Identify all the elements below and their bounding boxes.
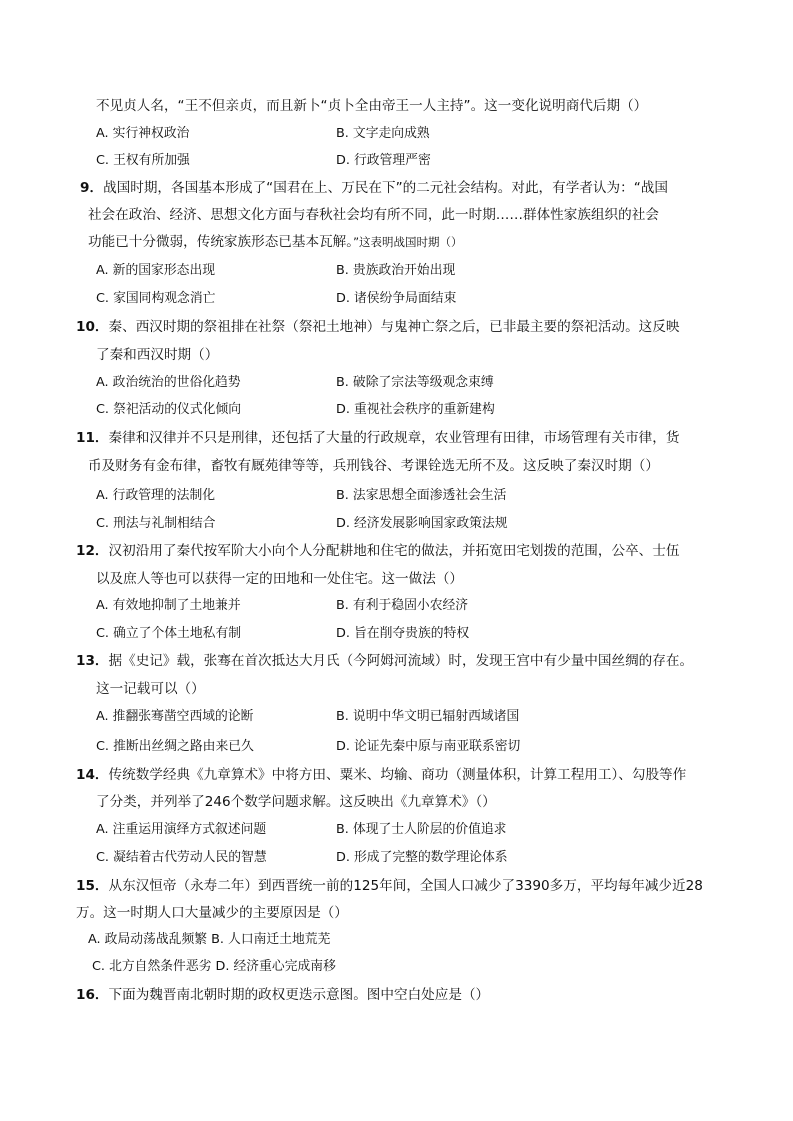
q8-option-a[interactable]: A. 实行神权政治 [96,126,190,141]
q14-stem-line2: 了分类，并列举了246个数学问题求解。这反映出《九章算术》（） [96,794,496,810]
q9-option-b[interactable]: B. 贵族政治开始出现 [336,263,456,278]
q12-option-d[interactable]: D. 旨在削夺贵族的特权 [336,626,470,641]
q16-stem-line1 [76,986,489,1004]
q11-text-1: 秦律和汉律并不只是刑律，还包括了大量的行政规章，农业管理有田律，市场管理有关市律，货 [108,430,680,446]
q13-stem-line2: 这一记载可以（） [96,681,205,697]
q15-options-row1[interactable]: A. 政局动荡战乱频繁 B. 人口南迁土地荒芜 [88,932,331,947]
q9-stem-line3 [88,233,463,251]
q9-number: 9． [80,180,104,196]
q12-stem-line1 [76,542,679,560]
q14-option-c[interactable]: C. 凝结着古代劳动人民的智慧 [96,850,267,865]
q11-option-c[interactable]: C. 刑法与礼制相结合 [96,516,216,531]
q13-option-a[interactable]: A. 推翻张骞凿空西域的论断 [96,709,254,724]
q12-option-c[interactable]: C. 确立了个体土地私有制 [96,626,242,641]
q14-option-d[interactable]: D. 形成了完整的数学理论体系 [336,850,508,865]
q9-stem-line2: 社会在政治、经济、思想文化方面与春秋社会均有所不同，此一时期……群体性家族组织的社会 [88,207,659,223]
q15-options-row2[interactable]: C. 北方自然条件恶劣 D. 经济重心完成南移 [92,959,336,974]
q14-number: 14． [76,767,109,783]
q10-option-c[interactable]: C. 祭祀活动的仪式化倾向 [96,402,242,417]
q15-text-1: 从东汉恒帝（永寿二年）到西晋统一前的125年间，全国人口减少了3390多万，平均每年减少近28 [108,878,703,894]
q8-option-b[interactable]: B. 文字走向成熟 [336,126,430,141]
q9-option-a[interactable]: A. 新的国家形态出现 [96,263,216,278]
q14-text-1: 传统数学经典《九章算术》中将方田、粟米、均输、商功（测量体积，计算工程用工）、勾股等作 [108,767,687,783]
q11-option-a[interactable]: A. 行政管理的法制化 [96,488,216,503]
q10-stem-line1 [76,318,679,336]
q12-stem-line2: 以及庶人等也可以获得一定的田地和一处住宅。这一做法（） [96,571,464,587]
q8-stem-cont: 不见贞人名，“王不但亲贞，而且新卜“贞卜全由帝王一人主持”。这一变化说明商代后期（） [96,98,648,114]
q16-number: 16． [76,987,109,1003]
q15-stem-line1 [76,877,703,895]
q13-text-1: 据《史记》载，张骞在首次抵达大月氏（今阿姆河流域）时，发现王宫中有少量中国丝绸的存在。 [108,653,694,669]
q10-option-a[interactable]: A. 政治统治的世俗化趋势 [96,375,241,390]
q11-option-b[interactable]: B. 法家思想全面渗透社会生活 [336,488,507,503]
q10-option-b[interactable]: B. 破除了宗法等级观念束缚 [336,375,494,390]
q13-number: 13． [76,653,109,669]
q16-text-1: 下面为魏晋南北朝时期的政权更迭示意图。图中空白处应是（） [108,987,490,1003]
q11-option-d[interactable]: D. 经济发展影响国家政策法规 [336,516,508,531]
q12-number: 12． [76,543,109,559]
q9-option-c[interactable]: C. 家国同构观念消亡 [96,291,216,306]
q10-text-1: 秦、西汉时期的祭祖排在社祭（祭祀土地神）与鬼神亡祭之后，已非最主要的祭祀活动。这反映 [108,319,680,335]
q8-option-c[interactable]: C. 王权有所加强 [96,153,190,168]
q11-stem-line2: 币及财务有金布律，畜牧有厩苑律等等，兵刑钱谷、考课铨选无所不及。这反映了秦汉时期（） [88,458,659,474]
q9-option-d[interactable]: D. 诸侯纷争局面结束 [336,291,457,306]
q14-option-a[interactable]: A. 注重运用演绎方式叙述问题 [96,822,267,837]
q13-option-b[interactable]: B. 说明中华文明已辐射西域诸国 [336,709,520,724]
q15-stem-line2: 万。这一时期人口大量减少的主要原因是（） [76,905,348,921]
q11-stem-line1 [76,429,679,447]
q8-option-d[interactable]: D. 行政管理严密 [336,153,431,168]
q9-stem-line1 [80,179,668,197]
q15-number: 15． [76,878,109,894]
q9-text-3a: 功能已十分微弱，传统家族形态已基本瓦解。 [88,234,354,250]
q13-option-d[interactable]: D. 论证先秦中原与南亚联系密切 [336,739,521,754]
q11-number: 11． [76,430,109,446]
q10-stem-line2: 了秦和西汉时期（） [96,347,219,363]
q12-text-1: 汉初沿用了秦代按军阶大小向个人分配耕地和住宅的做法，并拓宽田宅划拨的范围，公卒、士伍 [108,543,680,559]
q14-stem-line1 [76,766,686,784]
q14-option-b[interactable]: B. 体现了士人阶层的价值追求 [336,822,507,837]
q12-option-a[interactable]: A. 有效地抑制了土地兼并 [96,598,241,613]
q12-option-b[interactable]: B. 有利于稳固小农经济 [336,598,469,613]
q9-text-1: 战国时期，各国基本形成了“国君在上、万民在下”的二元社会结构。对此，有学者认为：“战国 [103,180,668,196]
q13-stem-line1 [76,652,693,670]
q10-number: 10． [76,319,109,335]
q10-option-d[interactable]: D. 重视社会秩序的重新建构 [336,402,495,417]
q9-text-3b: ”这表明战国时期（） [353,235,463,249]
q13-option-c[interactable]: C. 推断出丝绸之路由来已久 [96,739,254,754]
